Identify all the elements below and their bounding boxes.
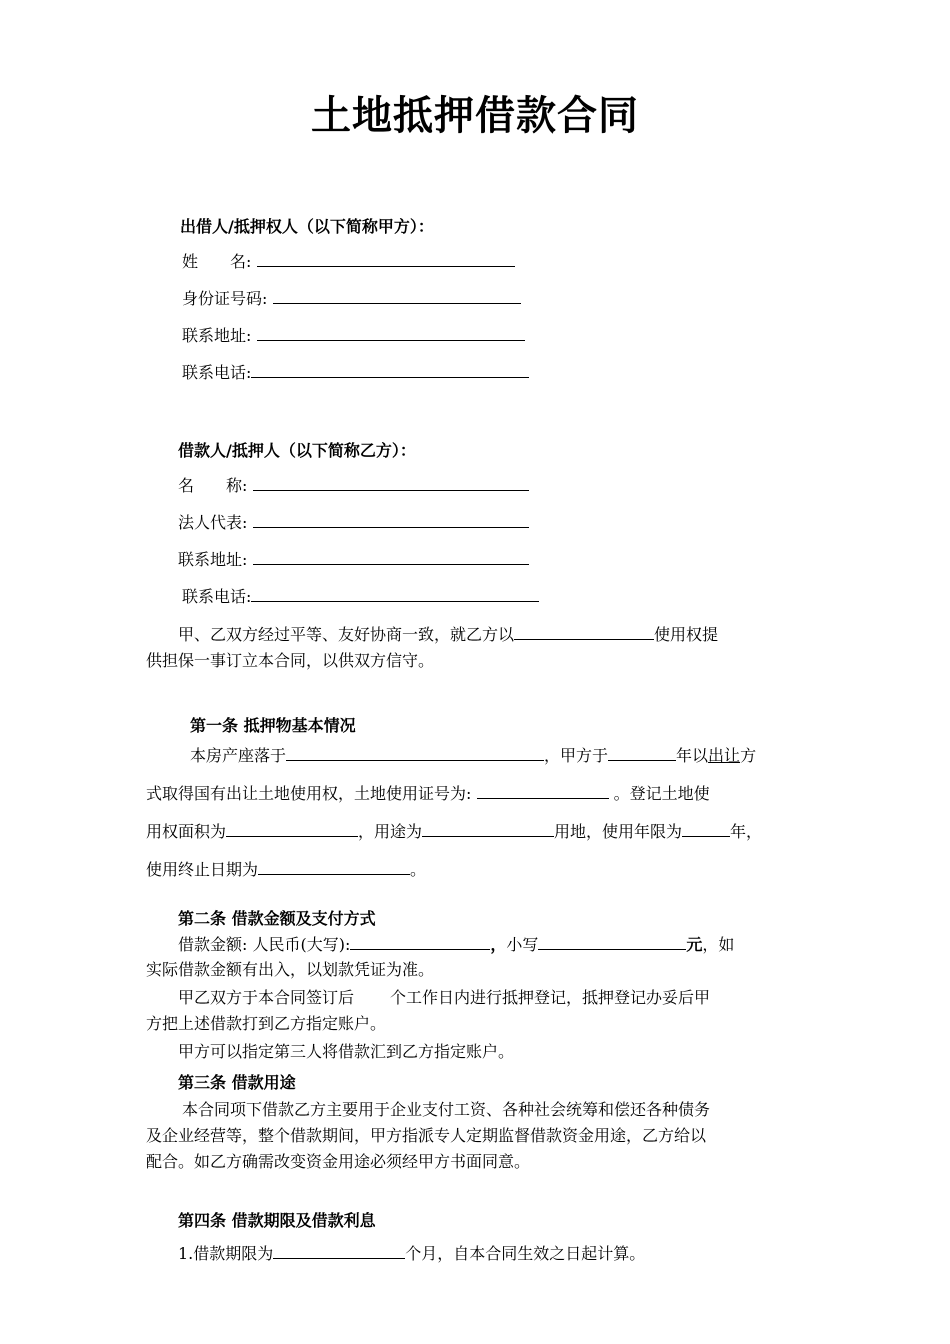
party-a-phone-row (182, 363, 529, 383)
intro-land-field[interactable] (514, 625, 654, 640)
article-2-heading: 第二条 借款金额及支付方式 (178, 909, 376, 928)
party-b-phone-row (182, 587, 539, 607)
art1-text-transfer: 出让 (708, 746, 741, 765)
land-use-field[interactable] (422, 822, 554, 837)
party-b-rep-label: 法人代表: (178, 513, 248, 532)
property-location-field[interactable] (286, 746, 544, 761)
art1-text-b: ，甲方于 (544, 746, 609, 765)
party-b-heading: 借款人/抵押人（以下简称乙方）： (178, 441, 416, 460)
art2-text-g: 个工作日内进行抵押登记，抵押登记办妥后甲 (390, 988, 711, 1007)
intro-line-2: 供担保一事订立本合同，以供双方信守。 (146, 651, 435, 670)
art4-text-b: 个月，自本合同生效之日起计算。 (405, 1244, 646, 1263)
use-years-field[interactable] (682, 822, 730, 837)
art1-text-j: 用地，使用年限为 (554, 822, 683, 841)
art2-line-5: 甲方可以指定第三人将借款汇到乙方指定账户。 (178, 1042, 515, 1061)
art2-comma: ， (490, 935, 507, 954)
article-3-heading: 第三条 借款用途 (178, 1073, 296, 1092)
art2-line-3 (178, 988, 710, 1008)
art1-text-h: 用权面积为 (146, 822, 227, 841)
party-b-phone-field[interactable] (251, 587, 539, 602)
party-b-rep-row (178, 513, 529, 533)
amount-words-field[interactable] (350, 935, 490, 950)
art2-line-2: 实际借款金额有出入，以划款凭证为准。 (146, 960, 435, 979)
loan-term-field[interactable] (273, 1244, 405, 1259)
art3-line-1: 本合同项下借款乙方主要用于企业支付工资、各种社会统筹和偿还各种债务 (182, 1100, 711, 1119)
party-b-name-label: 名 称: (178, 476, 248, 495)
art2-text-f: 甲乙双方于本合同签订后 (178, 988, 355, 1007)
party-a-name-row (182, 252, 515, 272)
intro-text-1: 甲、乙双方经过平等、友好协商一致，就乙方以 (178, 625, 515, 644)
party-a-id-label: 身份证号码: (182, 289, 268, 308)
art1-text-e: 方 (740, 746, 757, 765)
art4-line-1 (178, 1244, 645, 1264)
party-a-id-row (182, 289, 521, 309)
art1-text-i: ，用途为 (358, 822, 423, 841)
art1-text-c: 年以 (676, 746, 709, 765)
party-b-address-label: 联系地址: (178, 550, 248, 569)
land-area-field[interactable] (226, 822, 358, 837)
art2-text-c: 小写 (506, 935, 539, 954)
art2-line-1 (178, 935, 734, 955)
art2-yuan: 元 (686, 935, 703, 954)
party-b-address-row (178, 550, 529, 570)
party-a-phone-label: 联系电话: (182, 363, 252, 382)
art1-line-2 (146, 784, 710, 804)
art1-text-l: 使用终止日期为 (146, 860, 259, 879)
art1-line-4 (146, 860, 426, 880)
art2-line-4: 方把上述借款打到乙方指定账户。 (146, 1014, 387, 1033)
party-b-name-row (178, 476, 529, 496)
party-b-address-field[interactable] (253, 550, 529, 565)
article-4-heading: 第四条 借款期限及借款利息 (178, 1211, 376, 1230)
art1-text-a: 本房产座落于 (190, 746, 287, 765)
intro-line-1 (178, 625, 718, 645)
party-a-id-field[interactable] (273, 289, 521, 304)
party-a-name-field[interactable] (257, 252, 515, 267)
amount-figures-field[interactable] (538, 935, 686, 950)
document-title: 土地抵押借款合同 (311, 93, 639, 139)
party-a-name-label: 姓 名: (182, 252, 252, 271)
article-1-heading: 第一条 抵押物基本情况 (190, 716, 356, 735)
intro-text-2: 使用权提 (654, 625, 719, 644)
end-date-field[interactable] (258, 860, 410, 875)
party-b-phone-label: 联系电话: (182, 587, 252, 606)
land-cert-no-field[interactable] (477, 784, 609, 799)
art3-line-3: 配合。如乙方确需改变资金用途必须经甲方书面同意。 (146, 1152, 531, 1171)
art2-text-e: ，如 (702, 935, 735, 954)
party-a-address-row (182, 326, 525, 346)
art1-line-1 (190, 746, 756, 766)
party-b-name-field[interactable] (253, 476, 529, 491)
party-a-address-field[interactable] (257, 326, 525, 341)
art1-text-k: 年， (730, 822, 763, 841)
art4-text-a: 1.借款期限为 (178, 1244, 274, 1263)
art1-text-g: 。登记土地使 (613, 784, 710, 803)
party-a-address-label: 联系地址: (182, 326, 252, 345)
art2-text-a: 借款金额: 人民币(大写): (178, 935, 351, 954)
art1-text-m: 。 (410, 860, 427, 879)
acquire-year-field[interactable] (608, 746, 676, 761)
party-a-phone-field[interactable] (251, 363, 529, 378)
art1-line-3 (146, 822, 762, 842)
party-b-rep-field[interactable] (253, 513, 529, 528)
art3-line-2: 及企业经营等，整个借款期间，甲方指派专人定期监督借款资金用途，乙方给以 (146, 1126, 707, 1145)
art1-text-f: 式取得国有出让土地使用权，土地使用证号为: (146, 784, 472, 803)
party-a-heading: 出借人/抵押权人（以下简称甲方）： (180, 217, 434, 236)
